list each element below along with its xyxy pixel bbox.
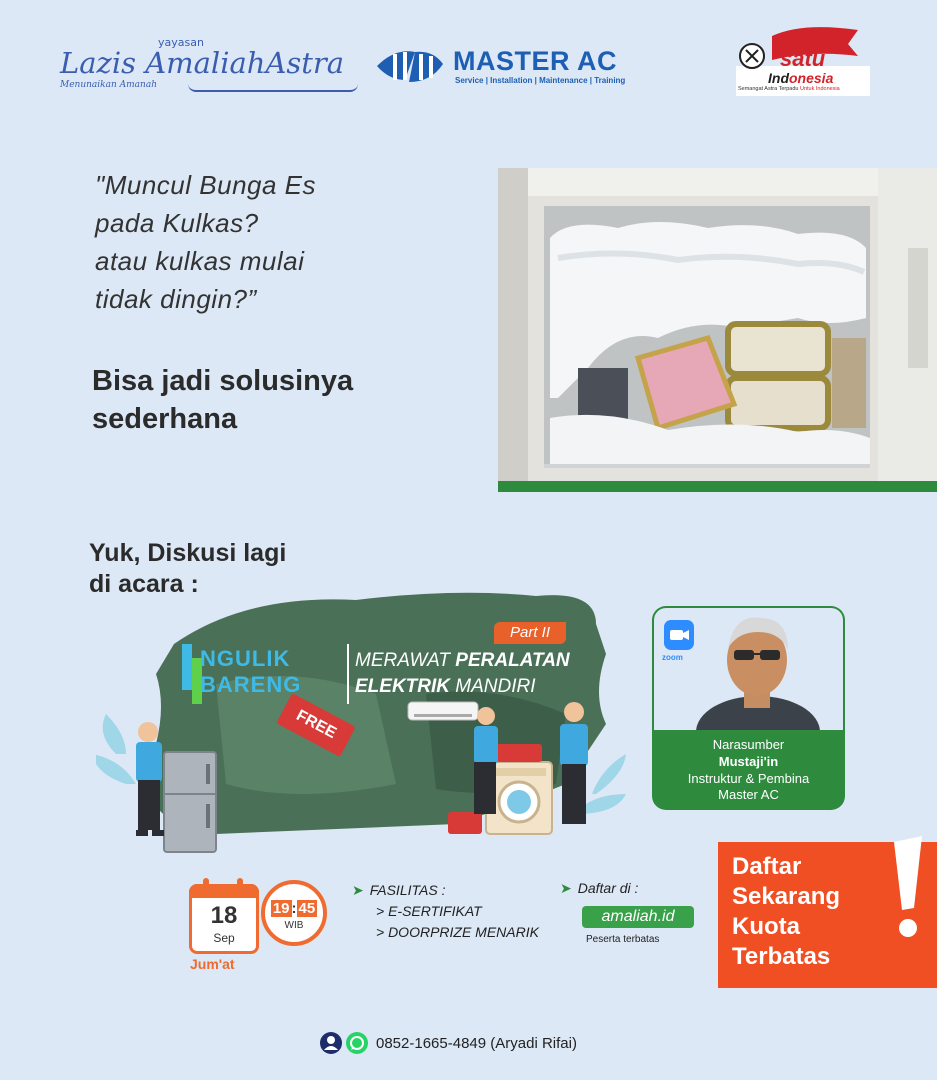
headline-solution: Bisa jadi solusinya sederhana [92,365,354,435]
free-tag: FREE [276,693,356,757]
master-ac-name: MASTER AC [453,46,617,76]
registration-label: Daftar di : [577,880,639,896]
master-ac-mark-icon [375,44,445,86]
event-weekday: Jum'at [190,956,235,972]
speaker-card [652,606,845,810]
time-hour: 19 [272,900,290,917]
satu-tagline: Semangat Astra Terpadu Untuk Indonesia [738,86,840,92]
contact-line [320,1030,577,1056]
cta-text: Daftar Sekarang Kuota Terbatas [732,853,841,970]
facility-item: > DOORPRIZE MENARIK [376,924,539,940]
lazis-amaliah-astra-logo [58,36,345,96]
logo-swoosh [188,84,358,92]
event-time: 19 : 45 [272,900,316,917]
speaker-title: Instruktur & Pembina Master AC [687,771,810,802]
speaker-name: Mustaji'in [718,754,779,769]
logo-lazis-sub: Menunaikan Amanah [60,80,158,90]
master-ac-tagline: Service | Installation | Maintenance | Training [455,76,626,85]
zoom-label: zoom [662,653,683,662]
logo-lazis-main: Lazis AmaliahAstra [60,46,345,80]
registration-heading [560,880,638,897]
contact-phone[interactable]: 0852-1665-4849 (Aryadi Rifai) [376,1034,577,1052]
register-now-cta[interactable] [718,842,937,988]
zoom-icon [664,620,694,650]
brand-line2: BARENG [200,672,302,697]
brand-line1: NGULIK [200,646,291,671]
satu-indonesia-logo [732,26,872,98]
ngulik-bareng-brand [200,646,340,698]
facilities-list [352,880,539,943]
facilities-heading: FASILITAS : [369,882,446,898]
speaker-photo [654,608,843,730]
registration-link[interactable]: amaliah.id [582,906,694,928]
facility-item: > E-SERTIFIKAT [376,903,482,919]
part-badge: Part II [494,622,566,644]
calendar-top [189,884,259,898]
arrow-icon: ➤ [560,880,572,896]
calendar-ring [203,878,209,892]
whatsapp-icon [346,1032,368,1054]
calendar-icon [189,878,257,952]
satu-word: satu [780,46,826,71]
registration-note: Peserta terbatas [586,934,660,945]
photo-green-bar [498,481,937,492]
exclamation-icon [888,824,928,944]
invite-heading: Yuk, Diskusi lagi di acara : [89,539,287,598]
event-day: 18 [210,902,238,929]
logo-lazis-small: yayasan [158,36,204,49]
time-zone: WIB [284,920,304,931]
speaker-role: Narasumber [712,737,785,752]
freezer-illustration [498,168,937,492]
event-title: MERAWAT PERALATAN ELEKTRIK MANDIRI [355,650,570,697]
arrow-icon: ➤ [352,882,364,898]
person-icon [320,1032,342,1054]
frozen-freezer-photo [498,168,937,492]
calendar-ring [237,878,243,892]
master-ac-logo [375,44,645,90]
indonesia-word: Indonesia [768,70,834,86]
headline-question: "Muncul Bunga Es pada Kulkas? atau kulkas mulai tidak dingin?” [95,170,317,314]
time-minute: 45 [298,900,316,917]
event-month: Sep [213,931,235,945]
clock-icon [261,880,327,946]
